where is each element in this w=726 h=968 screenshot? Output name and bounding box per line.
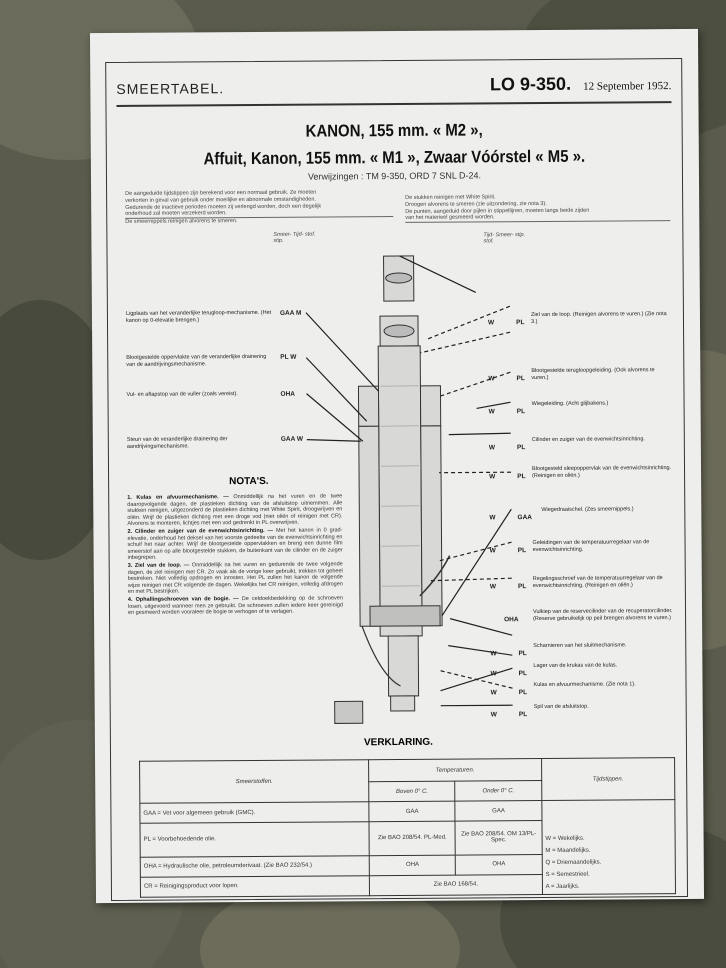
right-time: W [489,583,497,591]
right-label: Kulas en afvuurmechanisme. (Zie nota 1). [533,681,636,689]
right-time: W [490,711,497,719]
right-time: W [490,689,497,697]
legend-above: OHA [369,855,455,876]
notes-block [127,493,343,617]
legend-header-above: Boven 0° C. [369,781,455,802]
left-column-header: Smeer- Tijd- stof. stip. [273,231,316,244]
right-label: Wiegedraaischel. (Zes smeernippels.) [541,506,634,513]
note-body: Onmiddellijk na het vuren en de twee daaropvolgende dagen, de plastieken dichting van de afsluitstop uitnemmen. Alle stukken reinigen, uitgezonderd de plastieken dichting met White Spirit, droogwrijven en oliën. Wrijf de plastieken dichting met een droge vod (niet oliën of reinigen met CR). Alvorens te monteren, lichtjes met een vod gedrenkt in PL overwrijven. [127,493,343,528]
right-label: Scharnieren van het sluitmechanisme. [533,642,627,650]
note-item [127,493,342,527]
right-entry [490,539,527,557]
note-body: Onmiddellijk na het vuren en gedurende de twee volgende dagen, de ziel reinigen met CR. Zo vaak als de vorige keer gebruikt, trekken tot geheel bestreken. Niet volledig opdrogen en inrosten. Het PL zullen het kanon de volgende wijze reinigen met CR volgende de dagen. Wekelijks het CR reinigen, volledig afdrogen en met PL bestrijken. [127,561,343,596]
right-lubricant: OHA [504,616,519,624]
intro-left-line: Gedurende de inactieve perioden moeten zij verlengd worden, doch een degelijk [125,203,322,211]
right-label: Wiegeleiding. (Acht glijbakens.) [531,400,609,408]
left-code: PL W [280,353,297,361]
right-lubricant: PL [518,670,527,678]
title-line-2: Affuit, Kanon, 155 mm. « M1 », Zwaar Vóórstel « M5 ». [203,146,586,169]
right-label: Regelingsschroef van de temperatuurregelaar van de evenwichtsinrichting. (Reinigen en oliën.) [532,575,663,589]
note-item [128,561,343,595]
right-entry [489,465,526,483]
document-code: LO 9-350. [489,73,572,95]
right-entry [490,608,519,626]
right-entry [489,506,532,524]
intro-left-line: De aangeduide tijdstippen zijn berekend voor een normaal gebruik. Ze moeten [125,189,317,197]
legend-lubricant: PL = Voorbehoedende olie. [140,822,369,857]
right-time: W [488,408,495,416]
right-time: W [487,319,495,327]
right-lubricant: PL [518,711,528,719]
right-time: W [488,375,495,383]
right-lubricant: GAA [517,514,532,522]
note-heading: 4. Ophallingschroeven van de bogie. — [127,596,239,603]
right-label: Vulkiep van de reservecilinder van de recuperatorcilinder. (Reserve gebruikelijk op peil brengen alvorens te vuren.) [533,608,673,622]
right-entry [491,703,528,721]
note-body: Met het kanon in 0 grad-elevatie, onderhoud het deksel van het voorste gedeelte van de evenwichtsinrichting en schuif het naar achter. Wrijf de blootgestelde oppervlakken en breng een dunne film smeerstof aan op alle blootgestelde stukken, de buitenkant van de cilinder en de zuiger inbegrepen. [127,527,343,562]
right-entry [490,642,527,660]
right-lubricant: PL [516,408,526,416]
left-label: Blootgestelde oppervlakte van de veranderlijke drainering van de aandrijvingsmechanisme. [126,353,267,368]
right-time: W [490,650,497,658]
note-heading: 1. Kulas en afvuurmechanisme. — [127,494,229,501]
legend-header-below: Onder 0° C. [455,780,541,801]
left-code: OHA [280,390,295,398]
legend-lubricant: OHA = Hydraulische olie, petroleumderivaat. (Zie BAO 232/54.) [140,855,369,877]
intro-left-line: De smeernippels reinigen alvorens te smeren. [125,218,238,226]
right-lubricant: PL [516,319,525,327]
intro-left-line: verkorten in geval van gebruik onder moeilijke en abnormale omstandigheden. [125,196,316,204]
right-time: W [488,444,496,452]
legend-above: Zie BAO 208/54. PL-Med. [369,821,456,855]
title-line-1: KANON, 155 mm. « M2 », [305,120,483,141]
left-label: Steun van de veranderlijke drainering der aandrijvingsmechanisme. [126,436,228,450]
header-label: SMEERTABEL. [116,80,225,97]
note-heading: 2. Cilinder en zuiger van de evenwichtsinrichting. — [127,527,274,535]
legend-time: S = Semestrieel. [545,871,590,878]
legend-times-list [542,800,676,895]
leader-lines [106,59,686,763]
page-border [105,58,688,901]
right-lubricant: PL [517,583,527,591]
lubrication-chart-sheet [90,29,704,903]
legend-time: A = Jaarlijks. [545,883,580,890]
right-column-header: Tijd- Smeer- stip. stof. [483,232,526,245]
right-label: Cilinder en zuiger van de evenwichtsinrichting. [531,436,645,444]
legend-time: M = Maandelijks. [545,847,591,854]
right-label: Blootgesteld sleepoppervlak van de evenwichtsinrichting. (Reinigen en oliën.) [532,465,672,479]
right-lubricant: PL [517,473,526,481]
legend-time: W = Wekelijks. [545,835,585,842]
intro-right-line: van het materieel gesmeerd worden. [405,213,670,223]
left-label: Vul- en aftapstop van de vuller (zoals vereist). [126,391,238,398]
legend-above: GAA [369,801,455,822]
right-lubricant: PL [518,650,527,658]
legend-title: VERKLARING. [363,736,433,749]
left-code: GAA W [280,435,303,443]
intro-left-line: onderhoud zal moeten verzekerd worden. [125,209,393,219]
note-item [128,595,343,616]
legend-table [139,757,676,898]
note-item [127,527,342,561]
right-entry [489,436,526,454]
legend-above: Zie BAO 168/54. [369,874,542,895]
right-label: Ziel van de loop. (Reinigen alvorens te vuren.) (Zie nota 3.) [530,311,667,325]
right-time: W [489,547,496,555]
intro-right-line: De stukken reinigen met White Spirit. [405,194,496,201]
right-label: Blootgestelde terugloopgeleiding. (Ook alvorens te vuren.) [531,367,655,381]
legend-lubricant: GAA = Vet voor algemeen gebruik (GMC). [140,802,369,824]
references: Verwijzingen : TM 9-350, ORD 7 SNL D-24. [307,170,482,182]
right-lubricant: PL [516,375,525,383]
left-label: Ligplaats van het veranderlijke terugloop-mechanisme. (Het kanon op 0-elevatie brengen.) [125,309,272,324]
legend-below: Zie BAO 208/54. OM 13/PL-Spec. [455,821,542,855]
right-lubricant: PL [516,444,526,452]
right-time: W [490,670,497,678]
right-entry [490,575,527,593]
intro-right-line: De punten, aangeduid door pijlen in stippellijnen, moeten langs beide zijden [405,207,590,215]
right-entry [488,367,525,385]
notes-title: NOTA'S. [229,475,269,488]
right-entry [491,681,528,699]
right-label: Spil van de afsluitstop. [533,703,589,711]
note-heading: 3. Ziel van de loop. — [127,562,190,569]
legend-below: GAA [455,800,541,821]
legend-time: Q = Driemaandelijks. [545,859,602,866]
document-date: 12 September 1952. [583,80,672,93]
right-time: W [489,514,496,522]
intro-right-line: Droogen alvorens te smeren (zie uitzondering, zie nota 3). [405,200,547,208]
right-lubricant: PL [518,689,528,697]
right-time: W [489,473,496,481]
right-label: Geleidingen van de temperatuurregelaar van de evenwichtsinrichting. [532,539,650,553]
right-label: Lager van de krukas van de kulas. [533,662,618,670]
note-body: De celdoekbedekking op de schroeven losen, uitgevoerd wanneer men ze gebruikt. De schroeven zullen iedere keer gereinigd en gesmeerd worden vooraleer de bogie te verhogen of te verlagen. [127,595,343,616]
legend-header-times: Tijdstippen. [541,758,675,801]
right-entry [489,400,526,418]
left-code: GAA M [279,309,302,317]
right-entry [490,662,527,680]
legend-below: OHA [456,854,542,875]
right-entry [488,311,525,329]
legend-header-lubricants: Smeerstoffen. [140,760,369,804]
legend-lubricant: CR = Reinigingsproduct voor lopen. [140,876,369,898]
legend-header-temperatures: Temperaturen. [369,759,542,782]
right-lubricant: PL [517,547,527,555]
